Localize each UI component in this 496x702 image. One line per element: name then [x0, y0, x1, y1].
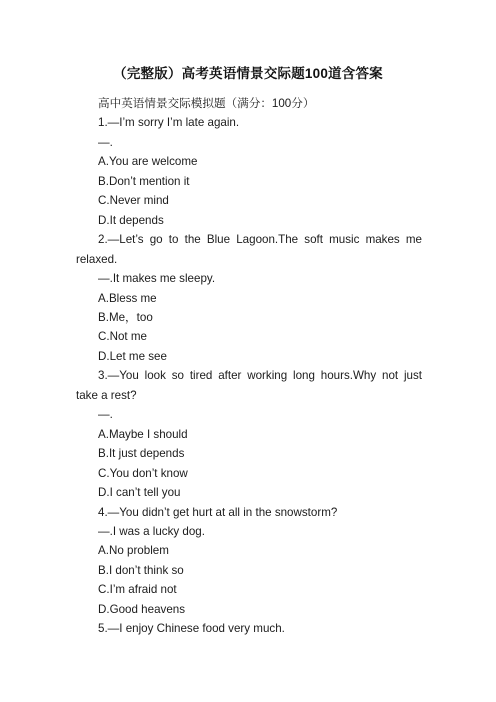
document-title: （完整版）高考英语情景交际题100道含答案 — [113, 66, 383, 81]
q1-prompt: 1.—I’m sorry I’m late again. — [98, 116, 240, 130]
q4-option-a: A.No problem — [98, 544, 169, 558]
q1-option-b: B.Don’t mention it — [98, 174, 190, 188]
q2-option-d: D.Let me see — [98, 349, 167, 363]
q3-option-a: A.Maybe I should — [98, 427, 188, 441]
subtitle: 高中英语情景交际模拟题（满分：100分） — [98, 97, 315, 110]
q3-reply: —. — [98, 408, 113, 422]
q1-option-d: D.It depends — [98, 213, 164, 227]
q3-option-c: C.You don’t know — [98, 466, 188, 480]
q3-prompt: 3.—You look so tired after working long hours.Why not just take a rest? — [76, 369, 422, 402]
q1-option-a: A.You are welcome — [98, 155, 198, 169]
q2-option-c: C.Not me — [98, 330, 147, 344]
q4-option-c: C.I’m afraid not — [98, 583, 177, 597]
q3-option-d: D.I can’t tell you — [98, 486, 181, 500]
q4-reply: —.I was a lucky dog. — [98, 524, 205, 538]
q2-option-a: A.Bless me — [98, 291, 157, 305]
q2-option-b: B.Me，too — [98, 310, 153, 324]
q4-prompt: 4.—You didn’t get hurt at all in the snowstorm? — [98, 505, 338, 519]
q2-prompt: 2.—Let’s go to the Blue Lagoon.The soft music makes me relaxed. — [76, 233, 422, 266]
q2-reply: —.It makes me sleepy. — [98, 272, 216, 286]
document-body — [76, 94, 422, 639]
q5-prompt: 5.—I enjoy Chinese food very much. — [98, 622, 285, 636]
q4-option-b: B.I don’t think so — [98, 563, 184, 577]
q1-option-c: C.Never mind — [98, 194, 169, 208]
q4-option-d: D.Good heavens — [98, 602, 186, 616]
q1-reply: —. — [98, 135, 113, 149]
q3-option-b: B.It just depends — [98, 447, 185, 461]
